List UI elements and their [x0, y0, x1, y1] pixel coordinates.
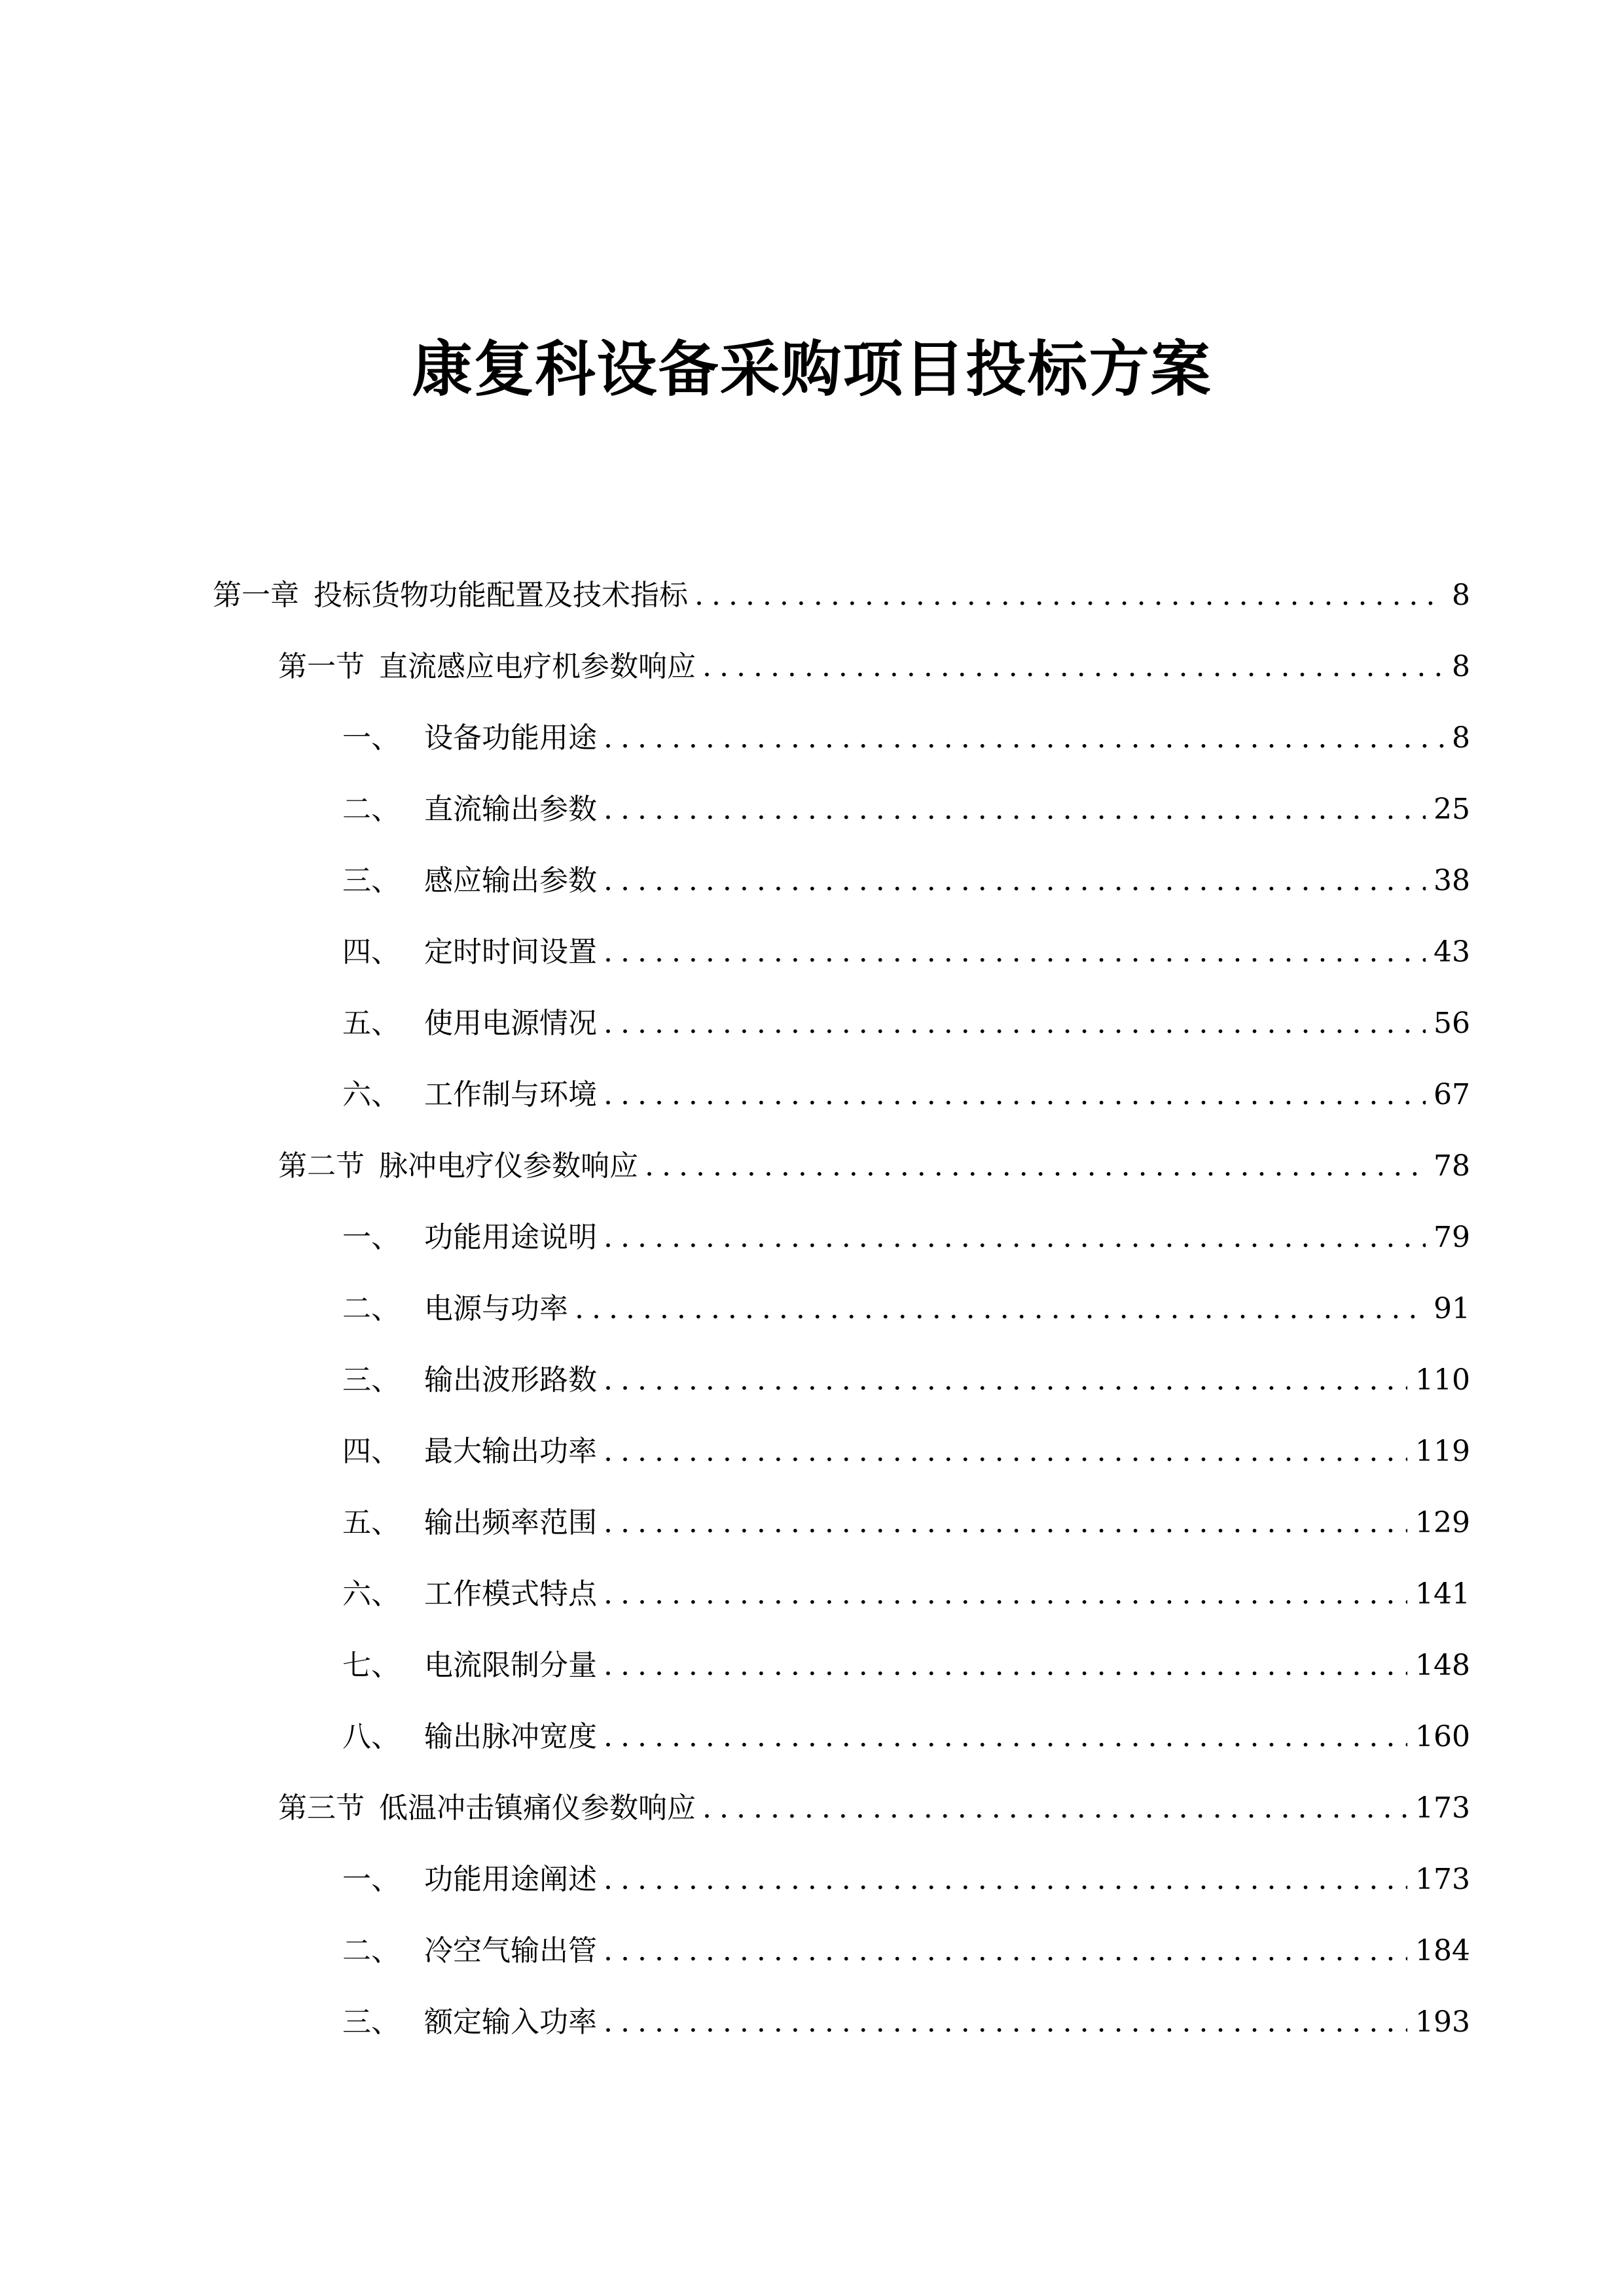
toc-entry-page: 56 [1434, 1007, 1470, 1040]
toc-entry-title: 设备功能用途 [424, 721, 597, 755]
toc-entry-page: 119 [1415, 1435, 1470, 1468]
toc-entry-number: 六、 [342, 1577, 400, 1611]
toc-entry-section-3[interactable] [278, 1782, 1470, 1835]
toc-dot-leader [604, 855, 1426, 907]
toc-entry-page: 160 [1415, 1720, 1470, 1753]
toc-dot-leader [575, 1283, 1426, 1335]
toc-entry-number: 第一节 [278, 650, 365, 683]
toc-dot-leader [702, 641, 1444, 693]
toc-entry-title: 工作模式特点 [424, 1577, 597, 1611]
toc-entry-item[interactable] [342, 926, 1470, 978]
toc-dot-leader [604, 1640, 1407, 1692]
toc-entry-title: 脉冲电疗仪参数响应 [379, 1149, 638, 1183]
toc-dot-leader [604, 997, 1426, 1050]
toc-entry-title: 工作制与环境 [424, 1078, 597, 1111]
toc-entry-number: 七、 [342, 1649, 400, 1682]
toc-entry-item[interactable] [342, 1426, 1470, 1478]
toc-entry-item[interactable] [342, 783, 1470, 836]
toc-entry-title: 冷空气输出管 [424, 1934, 597, 1967]
toc-dot-leader [604, 1354, 1407, 1407]
toc-dot-leader [604, 1497, 1407, 1549]
toc-entry-number: 一、 [342, 1221, 400, 1254]
toc-entry-page: 25 [1434, 793, 1470, 826]
toc-entry-number: 二、 [342, 793, 400, 826]
toc-entry-page: 110 [1415, 1363, 1470, 1397]
toc-entry-title: 直流输出参数 [424, 793, 597, 826]
toc-entry-item[interactable] [342, 1640, 1470, 1692]
toc-entry-number: 四、 [342, 1435, 400, 1468]
toc-entry-section-1[interactable] [278, 641, 1470, 693]
toc-dot-leader [695, 569, 1444, 622]
toc-dot-leader [604, 783, 1426, 836]
toc-entry-number: 五、 [342, 1007, 400, 1040]
toc-entry-title: 投标货物功能配置及技术指标 [314, 579, 688, 612]
toc-dot-leader [604, 1996, 1407, 2049]
toc-dot-leader [702, 1782, 1407, 1835]
toc-entry-item[interactable] [342, 1211, 1470, 1264]
toc-entry-page: 184 [1415, 1934, 1470, 1967]
toc-dot-leader [604, 1925, 1407, 1977]
toc-entry-number: 第三节 [278, 1791, 365, 1825]
toc-entry-number: 三、 [342, 864, 400, 897]
toc-entry-number: 二、 [342, 1934, 400, 1967]
toc-entry-page: 173 [1415, 1863, 1470, 1896]
toc-entry-page: 67 [1434, 1078, 1470, 1111]
toc-entry-title: 输出脉冲宽度 [424, 1720, 597, 1753]
toc-entry-number: 第一章 [213, 579, 299, 612]
toc-entry-page: 8 [1452, 650, 1470, 683]
toc-entry-item[interactable] [342, 1283, 1470, 1335]
toc-entry-title: 直流感应电疗机参数响应 [379, 650, 696, 683]
toc-entry-page: 79 [1434, 1221, 1470, 1254]
toc-entry-number: 八、 [342, 1720, 400, 1753]
toc-entry-item[interactable] [342, 1996, 1470, 2049]
toc-entry-section-2[interactable] [278, 1140, 1470, 1193]
toc-entry-item[interactable] [342, 1497, 1470, 1549]
toc-entry-number: 四、 [342, 935, 400, 969]
toc-dot-leader [604, 926, 1426, 978]
toc-entry-title: 电流限制分量 [424, 1649, 597, 1682]
toc-dot-leader [604, 1069, 1426, 1121]
toc-entry-number: 三、 [342, 1363, 400, 1397]
toc-dot-leader [604, 1568, 1407, 1621]
toc-entry-title: 低温冲击镇痛仪参数响应 [379, 1791, 696, 1825]
toc-entry-number: 五、 [342, 1506, 400, 1539]
toc-entry-title: 功能用途阐述 [424, 1863, 597, 1896]
toc-entry-title: 功能用途说明 [424, 1221, 597, 1254]
toc-entry-item[interactable] [342, 1354, 1470, 1407]
toc-entry-item[interactable] [342, 1925, 1470, 1977]
toc-entry-number: 六、 [342, 1078, 400, 1111]
toc-dot-leader [604, 1426, 1407, 1478]
toc-entry-title: 电源与功率 [424, 1292, 568, 1325]
toc-entry-item[interactable] [342, 1568, 1470, 1621]
toc-entry-page: 43 [1434, 935, 1470, 969]
toc-dot-leader [604, 1711, 1407, 1763]
toc-entry-number: 三、 [342, 2005, 400, 2039]
toc-entry-title: 使用电源情况 [424, 1007, 597, 1040]
toc-entry-title: 最大输出功率 [424, 1435, 597, 1468]
toc-entry-page: 193 [1415, 2005, 1470, 2039]
toc-entry-title: 感应输出参数 [424, 864, 597, 897]
toc-entry-item[interactable] [342, 855, 1470, 907]
toc-entry-page: 141 [1415, 1577, 1470, 1611]
toc-entry-number: 第二节 [278, 1149, 365, 1183]
toc-entry-page: 129 [1415, 1506, 1470, 1539]
toc-entry-number: 二、 [342, 1292, 400, 1325]
toc-entry-item[interactable] [342, 997, 1470, 1050]
toc-dot-leader [645, 1140, 1426, 1193]
toc-entry-item[interactable] [342, 1854, 1470, 1906]
toc-entry-number: 一、 [342, 1863, 400, 1896]
toc-entry-page: 8 [1452, 579, 1470, 612]
toc-entry-page: 8 [1452, 721, 1470, 755]
toc-entry-item[interactable] [342, 1711, 1470, 1763]
toc-dot-leader [604, 1211, 1426, 1264]
toc-entry-chapter-1[interactable] [213, 569, 1470, 622]
toc-entry-page: 78 [1434, 1149, 1470, 1183]
toc-entry-number: 一、 [342, 721, 400, 755]
toc-entry-item[interactable] [342, 1069, 1470, 1121]
toc-entry-title: 输出频率范围 [424, 1506, 597, 1539]
toc-entry-page: 148 [1415, 1649, 1470, 1682]
toc-entry-title: 额定输入功率 [424, 2005, 597, 2039]
toc-entry-page: 91 [1434, 1292, 1470, 1325]
toc-dot-leader [604, 1854, 1407, 1906]
toc-entry-page: 173 [1415, 1791, 1470, 1825]
toc-entry-page: 38 [1434, 864, 1470, 897]
toc-entry-title: 输出波形路数 [424, 1363, 597, 1397]
toc-entry-title: 定时时间设置 [424, 935, 597, 969]
toc-entry-item[interactable] [342, 712, 1470, 764]
page-title: 康复科设备采购项目投标方案 [412, 334, 1212, 404]
toc-dot-leader [604, 712, 1444, 764]
